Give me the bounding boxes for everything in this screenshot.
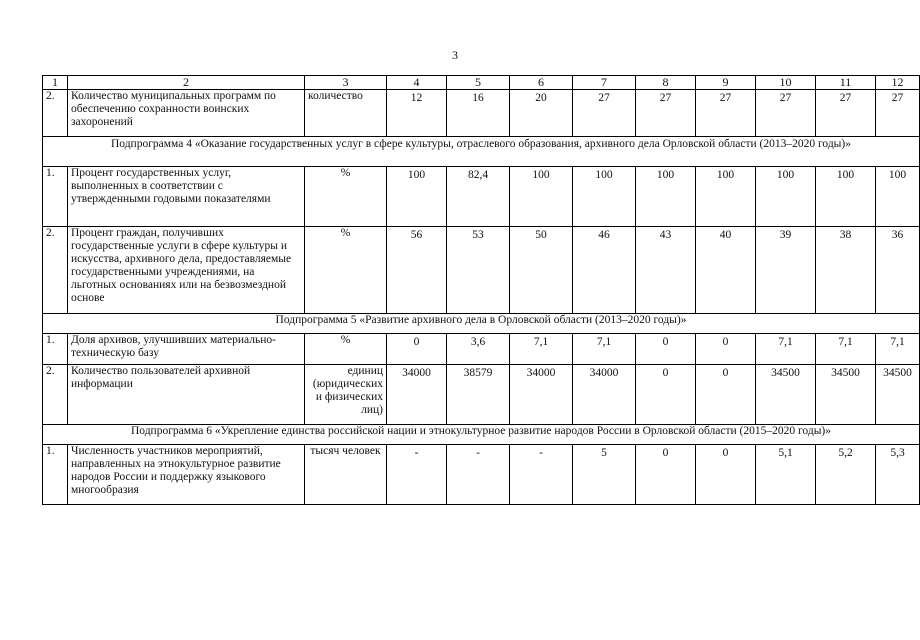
indicator-name: Количество муниципальных программ по обеспечению сохранности воинских захоронений	[68, 90, 305, 137]
value-cell: 34500	[816, 365, 876, 425]
row-number: 2.	[43, 90, 68, 137]
indicator-name: Процент государственных услуг, выполненных в соответствии с утвержденными годовыми показателями	[68, 167, 305, 227]
subprogram-heading-row	[43, 314, 920, 334]
value-cell: 56	[387, 227, 447, 314]
value-cell: 0	[387, 334, 447, 365]
value-cell: 12	[387, 90, 447, 137]
value-cell: 100	[696, 167, 756, 227]
value-cell: 34000	[573, 365, 636, 425]
row-number: 1.	[43, 167, 68, 227]
subprogram-heading: Подпрограмма 5 «Развитие архивного дела в Орловской области (2013–2020 годы)»	[43, 314, 920, 334]
value-cell: 7,1	[876, 334, 920, 365]
subprogram-heading-row	[43, 137, 920, 167]
column-header: 4	[387, 76, 447, 90]
column-header: 8	[636, 76, 696, 90]
column-header: 3	[305, 76, 387, 90]
value-cell: -	[447, 445, 510, 505]
value-cell: 38579	[447, 365, 510, 425]
value-cell: 27	[756, 90, 816, 137]
indicator-name: Доля архивов, улучшивших материально-техническую базу	[68, 334, 305, 365]
column-number-row	[43, 76, 920, 90]
value-cell: 100	[816, 167, 876, 227]
value-cell: 27	[876, 90, 920, 137]
column-header: 5	[447, 76, 510, 90]
value-cell: 34500	[876, 365, 920, 425]
subprogram-heading: Подпрограмма 4 «Оказание государственных услуг в сфере культуры, отраслевого образования, архивного дела Орловской области (2013–2020 годы)»	[43, 137, 920, 167]
table-row	[43, 445, 920, 505]
row-number: 2.	[43, 227, 68, 314]
column-header: 11	[816, 76, 876, 90]
value-cell: 39	[756, 227, 816, 314]
value-cell: 7,1	[756, 334, 816, 365]
table-row	[43, 227, 920, 314]
value-cell: 27	[696, 90, 756, 137]
table-row	[43, 365, 920, 425]
value-cell: 0	[636, 334, 696, 365]
table-row	[43, 90, 920, 137]
value-cell: 27	[636, 90, 696, 137]
value-cell: 53	[447, 227, 510, 314]
value-cell: 40	[696, 227, 756, 314]
indicator-name: Количество пользователей архивной информации	[68, 365, 305, 425]
column-header: 7	[573, 76, 636, 90]
table-row	[43, 334, 920, 365]
value-cell: 7,1	[816, 334, 876, 365]
value-cell: 0	[696, 334, 756, 365]
table-row	[43, 167, 920, 227]
value-cell: 46	[573, 227, 636, 314]
value-cell: 7,1	[510, 334, 573, 365]
value-cell: 34000	[510, 365, 573, 425]
value-cell: 0	[696, 445, 756, 505]
column-header: 9	[696, 76, 756, 90]
value-cell: 0	[696, 365, 756, 425]
value-cell: 100	[387, 167, 447, 227]
value-cell: 38	[816, 227, 876, 314]
value-cell: 43	[636, 227, 696, 314]
column-header: 12	[876, 76, 920, 90]
subprogram-heading-row	[43, 425, 920, 445]
indicator-name: Процент граждан, получивших государственные услуги в сфере культуры и искусства, архивного дела, предоставляемые государственными учреждениями, на льготных основаниях или на безвозмездной основе	[68, 227, 305, 314]
value-cell: 0	[636, 365, 696, 425]
row-number: 2.	[43, 365, 68, 425]
unit-cell: %	[305, 167, 387, 227]
value-cell: 5	[573, 445, 636, 505]
value-cell: -	[510, 445, 573, 505]
value-cell: 5,3	[876, 445, 920, 505]
value-cell: 36	[876, 227, 920, 314]
value-cell: 7,1	[573, 334, 636, 365]
value-cell: 100	[573, 167, 636, 227]
row-number: 1.	[43, 334, 68, 365]
value-cell: 82,4	[447, 167, 510, 227]
row-number: 1.	[43, 445, 68, 505]
value-cell: 20	[510, 90, 573, 137]
value-cell: 5,1	[756, 445, 816, 505]
value-cell: 100	[756, 167, 816, 227]
value-cell: 27	[816, 90, 876, 137]
unit-cell: %	[305, 227, 387, 314]
value-cell: -	[387, 445, 447, 505]
value-cell: 27	[573, 90, 636, 137]
column-header: 6	[510, 76, 573, 90]
unit-cell: тысяч человек	[305, 445, 387, 505]
value-cell: 34000	[387, 365, 447, 425]
indicators-table	[42, 75, 920, 505]
unit-cell: единиц (юридических и физических лиц)	[305, 365, 387, 425]
value-cell: 50	[510, 227, 573, 314]
column-header: 1	[43, 76, 68, 90]
value-cell: 100	[876, 167, 920, 227]
column-header: 10	[756, 76, 816, 90]
unit-cell: %	[305, 334, 387, 365]
column-header: 2	[68, 76, 305, 90]
value-cell: 100	[636, 167, 696, 227]
value-cell: 5,2	[816, 445, 876, 505]
indicator-name: Численность участников мероприятий, направленных на этнокультурное развитие народов России и поддержку языкового многообразия	[68, 445, 305, 505]
subprogram-heading: Подпрограмма 6 «Укрепление единства российской нации и этнокультурное развитие народов России в Орловской области (2015–2020 годы)»	[43, 425, 920, 445]
value-cell: 0	[636, 445, 696, 505]
value-cell: 16	[447, 90, 510, 137]
page-number: 3	[452, 48, 458, 62]
unit-cell: количество	[305, 90, 387, 137]
value-cell: 3,6	[447, 334, 510, 365]
value-cell: 34500	[756, 365, 816, 425]
value-cell: 100	[510, 167, 573, 227]
